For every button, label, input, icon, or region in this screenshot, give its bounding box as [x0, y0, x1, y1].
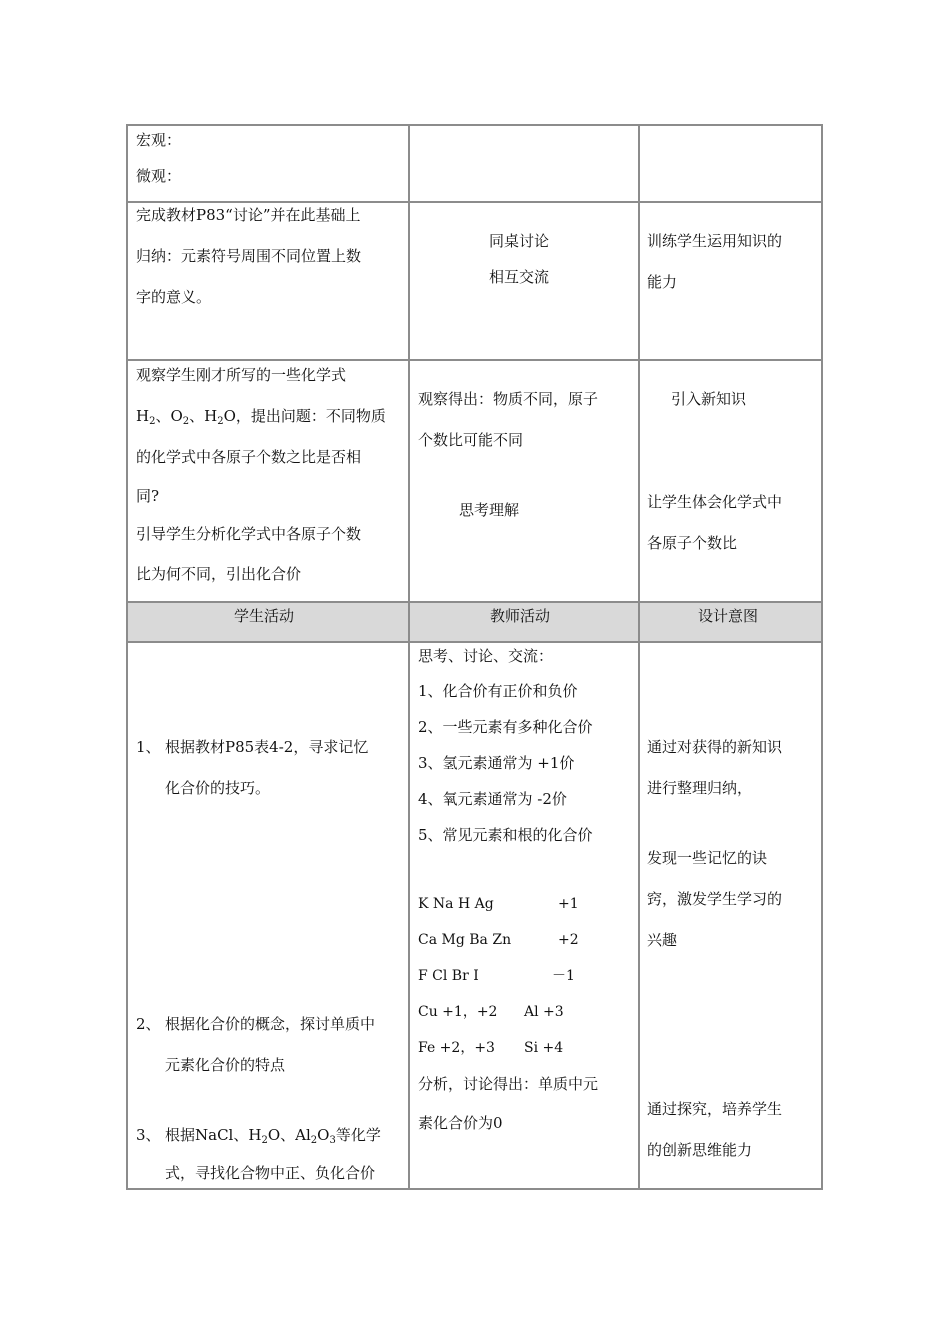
- valence-elements: Cu +1，+2: [418, 1004, 498, 1020]
- valence-value: +2: [558, 932, 579, 948]
- valence-elements: F Cl Br I: [418, 968, 479, 984]
- activity-text: 同桌讨论: [489, 232, 550, 250]
- valence-elements: Ca Mg Ba Zn: [418, 932, 512, 948]
- task-text-line: 字的意义。: [136, 288, 212, 306]
- observe-text: 同?: [136, 487, 160, 505]
- valence-value: Al +3: [524, 1004, 564, 1020]
- row-divider: [128, 641, 821, 643]
- intent-text: 让学生体会化学式中: [647, 493, 783, 511]
- observe-text: 的化学式中各原子个数之比是否相: [136, 448, 362, 466]
- intent-text: 各原子个数比: [647, 534, 738, 552]
- teacher-line: 思考、讨论、交流：: [418, 647, 554, 665]
- activity-text: 观察得出：物质不同，原子: [418, 390, 599, 408]
- valence-value: －1: [552, 968, 575, 984]
- intent-text: 发现一些记忆的诀: [647, 849, 768, 867]
- column-divider: [408, 126, 410, 1188]
- item-number: 3、: [136, 1126, 161, 1144]
- analysis-text: 素化合价为0: [418, 1114, 503, 1132]
- row-divider: [128, 359, 821, 361]
- intent-text: 进行整理归纳，: [647, 779, 753, 797]
- intent-text: 通过探究，培养学生: [647, 1100, 783, 1118]
- valence-value: +1: [558, 896, 579, 912]
- task-text-line: 归纳：元素符号周围不同位置上数: [136, 247, 362, 265]
- teacher-line: 4、氧元素通常为 -2价: [418, 790, 567, 808]
- analysis-text: 分析，讨论得出：单质中元: [418, 1075, 599, 1093]
- row-divider: [128, 601, 821, 603]
- item-number: 2、: [136, 1015, 161, 1033]
- header-design-intent: 设计意图: [698, 607, 759, 625]
- task-text-line: 完成教材P83“讨论”并在此基础上: [136, 206, 361, 224]
- intent-text: 窍，激发学生学习的: [647, 890, 783, 908]
- activity-text: 思考理解: [459, 501, 520, 519]
- activity-text: 个数比可能不同: [418, 431, 524, 449]
- intent-text: 兴趣: [647, 931, 678, 949]
- observe-text: 比为何不同，引出化合价: [136, 565, 302, 583]
- item-text: 根据教材P85表4-2，寻求记忆: [165, 738, 369, 756]
- teacher-line: 1、化合价有正价和负价: [418, 682, 578, 700]
- item-number: 1、: [136, 738, 161, 756]
- item-text: 化合价的技巧。: [165, 779, 271, 797]
- intent-text: 训练学生运用知识的: [647, 232, 783, 250]
- valence-value: Si +4: [524, 1040, 564, 1056]
- intent-text: 能力: [647, 273, 678, 291]
- header-teacher-activity: 教师活动: [490, 607, 551, 625]
- micro-label: 微观：: [136, 167, 182, 185]
- header-student-activity: 学生活动: [234, 607, 295, 625]
- intent-text: 引入新知识: [671, 390, 747, 408]
- formula-line: $H_2$、$O_2$、$H_2O$，提出问题：不同物质: [136, 407, 386, 427]
- column-divider: [638, 126, 640, 1188]
- intent-text: 的创新思维能力: [647, 1141, 753, 1159]
- activity-text: 相互交流: [489, 268, 550, 286]
- teacher-line: 2、一些元素有多种化合价: [418, 718, 593, 736]
- valence-elements: Fe +2，+3: [418, 1040, 495, 1056]
- item-text: 式，寻找化合物中正、负化合价: [165, 1164, 376, 1182]
- teacher-line: 5、常见元素和根的化合价: [418, 826, 593, 844]
- row-divider: [128, 201, 821, 203]
- item-text: 根据化合价的概念，探讨单质中: [165, 1015, 376, 1033]
- item-text: 元素化合价的特点: [165, 1056, 286, 1074]
- macro-label: 宏观：: [136, 131, 182, 149]
- formula-line: 根据NaCl、$H_2O$、$Al_2O_3$等化学: [165, 1126, 381, 1146]
- intent-text: 通过对获得的新知识: [647, 738, 783, 756]
- teacher-line: 3、氢元素通常为 +1价: [418, 754, 575, 772]
- observe-text: 观察学生刚才所写的一些化学式: [136, 366, 347, 384]
- valence-elements: K Na H Ag: [418, 896, 494, 912]
- observe-text: 引导学生分析化学式中各原子个数: [136, 525, 362, 543]
